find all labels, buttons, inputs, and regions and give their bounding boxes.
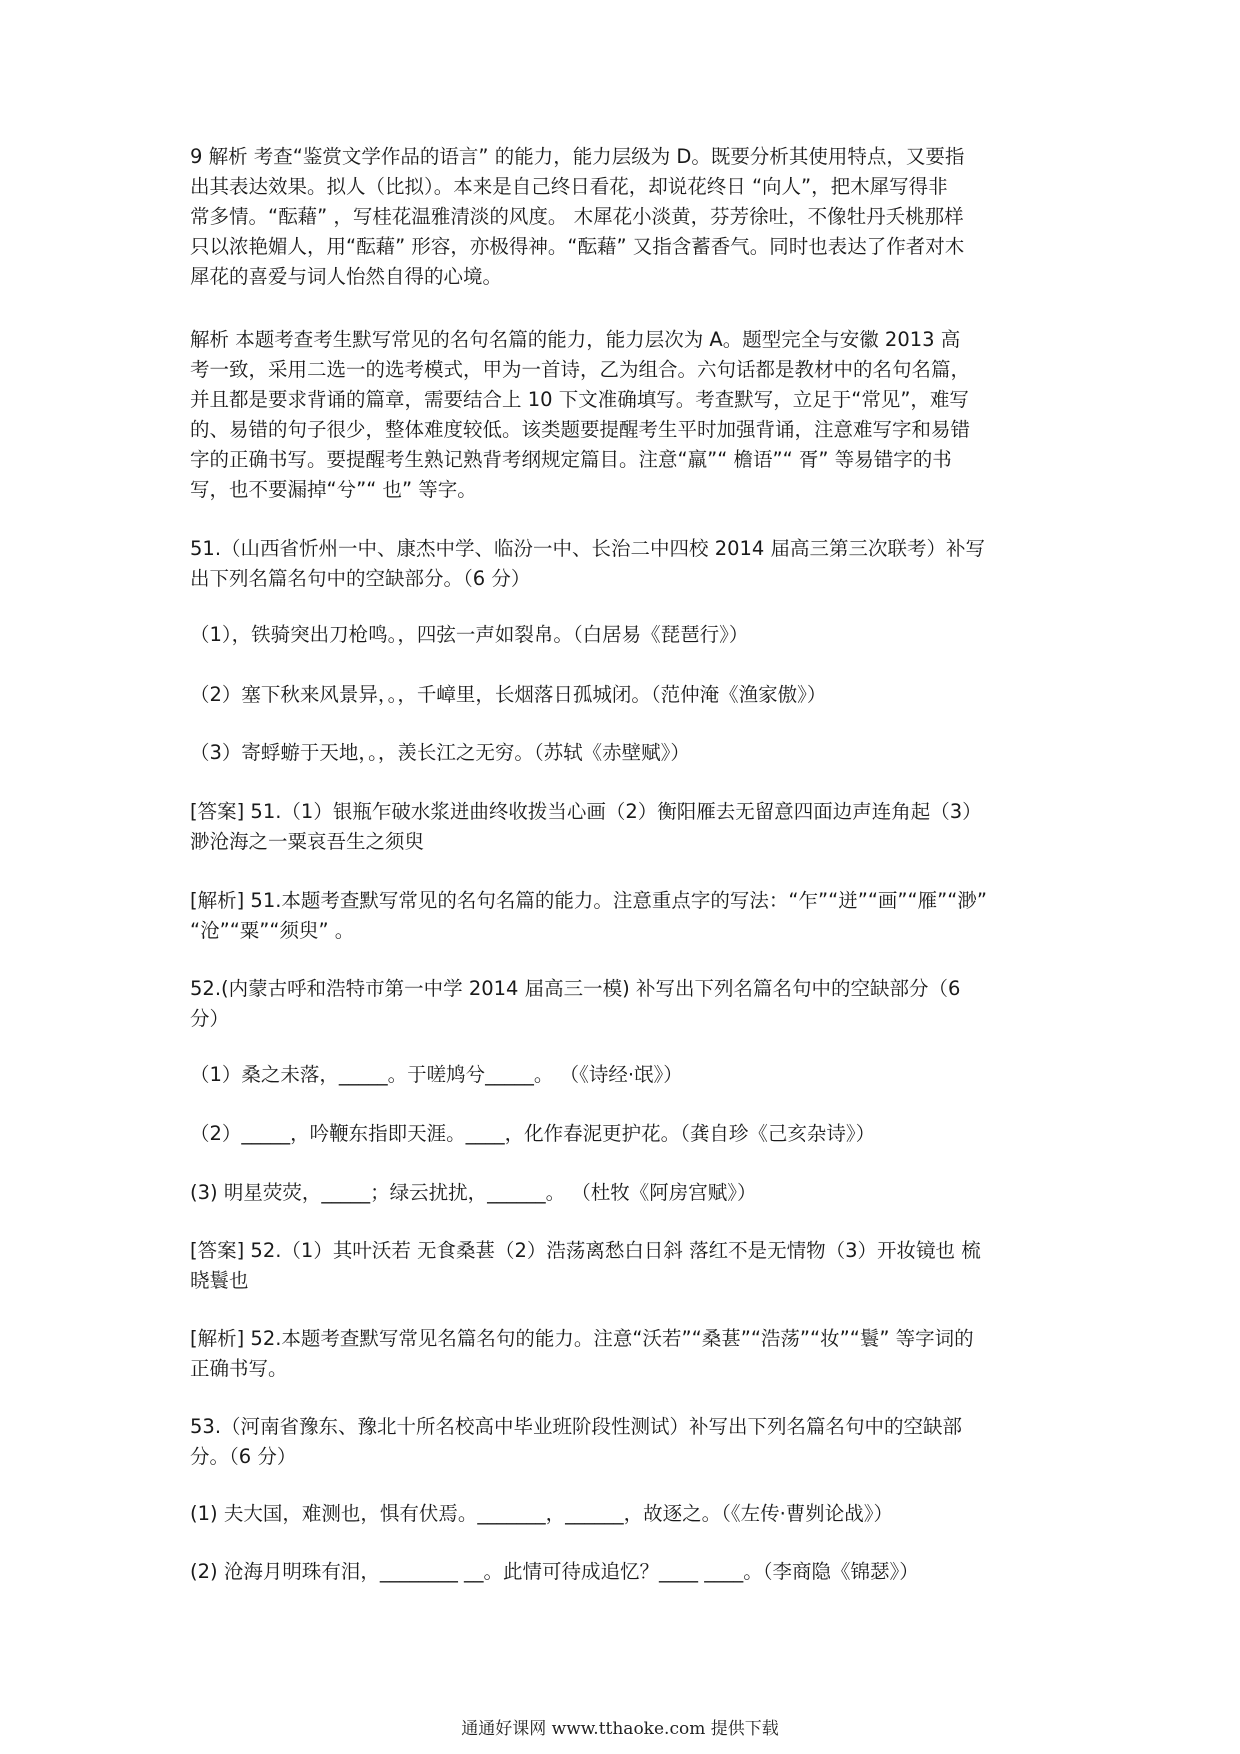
text-line: “沧”“粟”“须臾” 。: [190, 919, 355, 942]
question-51-item-3: [190, 738, 1056, 768]
text-line: 字的正确书写。要提醒考生熟记熟背考纲规定篇目。注意“羸”“ 檐语”“ 胥” 等易错字的书: [190, 448, 952, 471]
question-52: [190, 974, 1056, 1034]
text-line: [答案] 52.（1）其叶沃若 无食桑葚（2）浩荡离愁白日斜 落红不是无情物（3）开妆镜也 梳: [190, 1239, 981, 1262]
text-line: 常多情。“酝藉” ，写桂花温雅清淡的风度。 木犀花小淡黄，芬芳徐吐，不像牡丹夭桃那样: [190, 205, 964, 228]
text-line: 并且都是要求背诵的篇章，需要结合上 10 下文准确填写。考查默写，立足于“常见”，难写: [190, 388, 969, 411]
answer-51: [190, 797, 1056, 857]
text-line: 解析 本题考查考生默写常见的名句名篇的能力，能力层次为 A。题型完全与安徽 2013 高: [190, 328, 961, 351]
text-line: 9 解析 考查“鉴赏文学作品的语言” 的能力，能力层级为 D。既要分析其使用特点，又要指: [190, 145, 965, 168]
question-53-item-1: [190, 1499, 1056, 1529]
text-line: 考一致，采用二选一的选考模式，甲为一首诗，乙为组合。六句话都是教材中的名句名篇，: [190, 358, 971, 381]
question-51-item-1: [190, 620, 1056, 650]
text-line: 晓鬟也: [190, 1269, 249, 1292]
question-52-item-1: [190, 1060, 1056, 1090]
text-line: 52.(内蒙古呼和浩特市第一中学 2014 届高三一模) 补写出下列名篇名句中的空缺部分（6: [190, 977, 961, 1000]
text-line: 51.（山西省忻州一中、康杰中学、临汾一中、长治二中四校 2014 届高三第三次联考）补写: [190, 537, 986, 560]
text-line: 犀花的喜爱与词人怡然自得的心境。: [190, 265, 503, 288]
text-line: 正确书写。: [190, 1357, 288, 1380]
text-line: [解析] 52.本题考查默写常见名篇名句的能力。注意“沃若”“桑葚”“浩荡”“妆”“鬟” 等字词的: [190, 1327, 974, 1350]
text-line: 出其表达效果。拟人（比拟）。本来是自己终日看花，却说花终日 “向人”，把木犀写得非: [190, 175, 948, 198]
text-line: 渺沧海之一粟哀吾生之须臾: [190, 830, 425, 853]
analysis-51: [190, 886, 1056, 946]
analysis-dictation: [190, 325, 1056, 505]
question-53: [190, 1412, 1056, 1472]
question-51-item-2: [190, 680, 1056, 710]
text-line: (2) 沧海月明珠有泪，________ __。此情可待成追忆？____ ____。（李商隐《锦瑟》）: [190, 1560, 919, 1583]
text-line: (3) 明星荧荧，_____；绿云扰扰，______。 （杜牧《阿房宫赋》）: [190, 1181, 757, 1204]
text-line: 写，也不要漏掉“兮”“ 也” 等字。: [190, 478, 477, 501]
page-footer: 通通好课网 www.tthaoke.com 提供下载: [461, 1719, 779, 1739]
text-line: 分。（6 分）: [190, 1445, 297, 1468]
answer-52: [190, 1236, 1056, 1296]
text-line: （3）寄蜉蝣于天地，。，羡长江之无穷。（苏轼《赤壁赋》）: [190, 741, 690, 764]
text-line: （1），铁骑突出刀枪鸣。，四弦一声如裂帛。（白居易《琵琶行》）: [190, 623, 749, 646]
text-line: （2）塞下秋来风景异，。，千嶂里，长烟落日孤城闭。（范仲淹《渔家傲》）: [190, 683, 827, 706]
question-53-item-2: [190, 1557, 1056, 1587]
text-line: （2）_____，吟鞭东指即天涯。____，化作春泥更护花。（龚自珍《己亥杂诗》）: [190, 1122, 876, 1145]
text-line: 53.（河南省豫东、豫北十所名校高中毕业班阶段性测试）补写出下列名篇名句中的空缺部: [190, 1415, 963, 1438]
text-line: 出下列名篇名句中的空缺部分。（6 分）: [190, 567, 531, 590]
text-line: 的、易错的句子很少，整体难度较低。该类题要提醒考生平时加强背诵，注意难写字和易错: [190, 418, 971, 441]
text-line: （1）桑之未落，_____。于嗟鸠兮_____。 （《诗经·氓》）: [190, 1063, 683, 1086]
text-line: 只以浓艳媚人，用“酝藉” 形容，亦极得神。“酝藉” 又指含蓄香气。同时也表达了作者对木: [190, 235, 965, 258]
question-51: [190, 534, 1056, 594]
question-52-item-2: [190, 1119, 1056, 1149]
question-52-item-3: [190, 1178, 1056, 1208]
text-line: [答案] 51.（1）银瓶乍破水浆迸曲终收拨当心画（2）衡阳雁去无留意四面边声连角起（3）: [190, 800, 982, 823]
text-line: 分）: [190, 1007, 230, 1030]
analysis-52: [190, 1324, 1056, 1384]
text-line: [解析] 51.本题考查默写常见的名句名篇的能力。注意重点字的写法：“乍”“迸”“画”“雁”“渺”: [190, 889, 987, 912]
analysis-q9: [190, 142, 1056, 292]
text-line: (1) 夫大国，难测也，惧有伏焉。_______，______，故逐之。（《左传·曹刿论战》）: [190, 1502, 894, 1525]
